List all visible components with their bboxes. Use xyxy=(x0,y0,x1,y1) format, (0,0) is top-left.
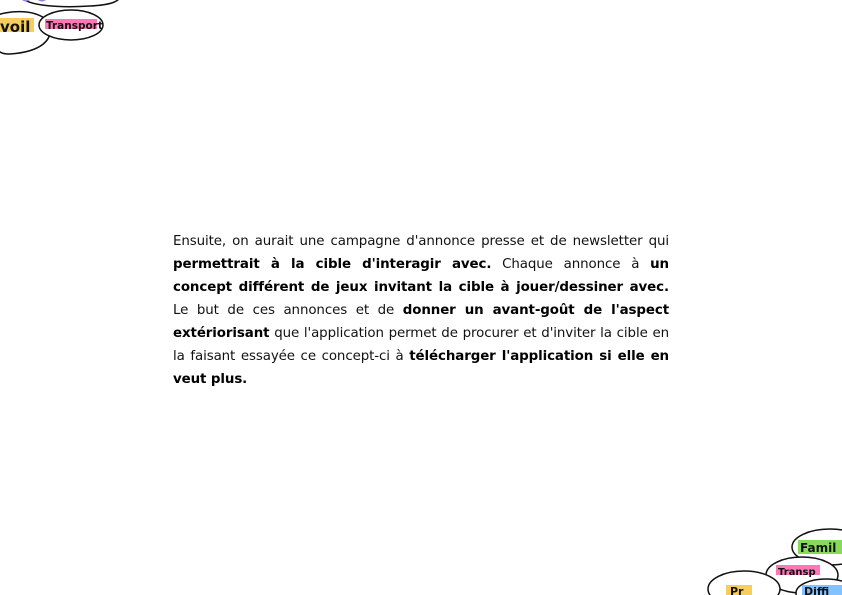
doodle-label-right: Diffi xyxy=(804,585,830,595)
doodle-partial-word: voil xyxy=(0,18,31,36)
doodle-label-famille: Famil xyxy=(800,541,837,555)
text-emphasis: permettrait à la cible d'interagir avec. xyxy=(173,257,492,272)
doodle-label-transport-2: Transp xyxy=(778,567,816,578)
text-emphasis: un concept différent de jeux invitant la cible à jouer/dessiner avec. xyxy=(173,257,669,295)
doodle-label-left: Pr xyxy=(730,585,744,595)
mindmap-doodle-bottom-right xyxy=(702,525,842,595)
text-segment: Ensuite, on aurait une campagne d'annonce presse et de newsletter qui xyxy=(173,234,669,249)
text-segment: que l'application permet de procurer et d'inviter la cible en la faisant essayée ce concept-ci à xyxy=(173,326,669,364)
text-emphasis: donner un avant-goût de l'aspect extériorisant xyxy=(173,303,669,341)
doodle-label-transport: Transport xyxy=(46,20,103,32)
text-segment: Chaque annonce à xyxy=(491,257,651,272)
doodle-bubble-top xyxy=(20,0,122,7)
text-segment: Le but de ces annonces et de xyxy=(173,303,403,318)
text-emphasis: télécharger l'application si elle en veut plus. xyxy=(173,349,669,387)
mindmap-doodle-top-left xyxy=(0,0,140,60)
body-paragraph xyxy=(173,230,669,391)
